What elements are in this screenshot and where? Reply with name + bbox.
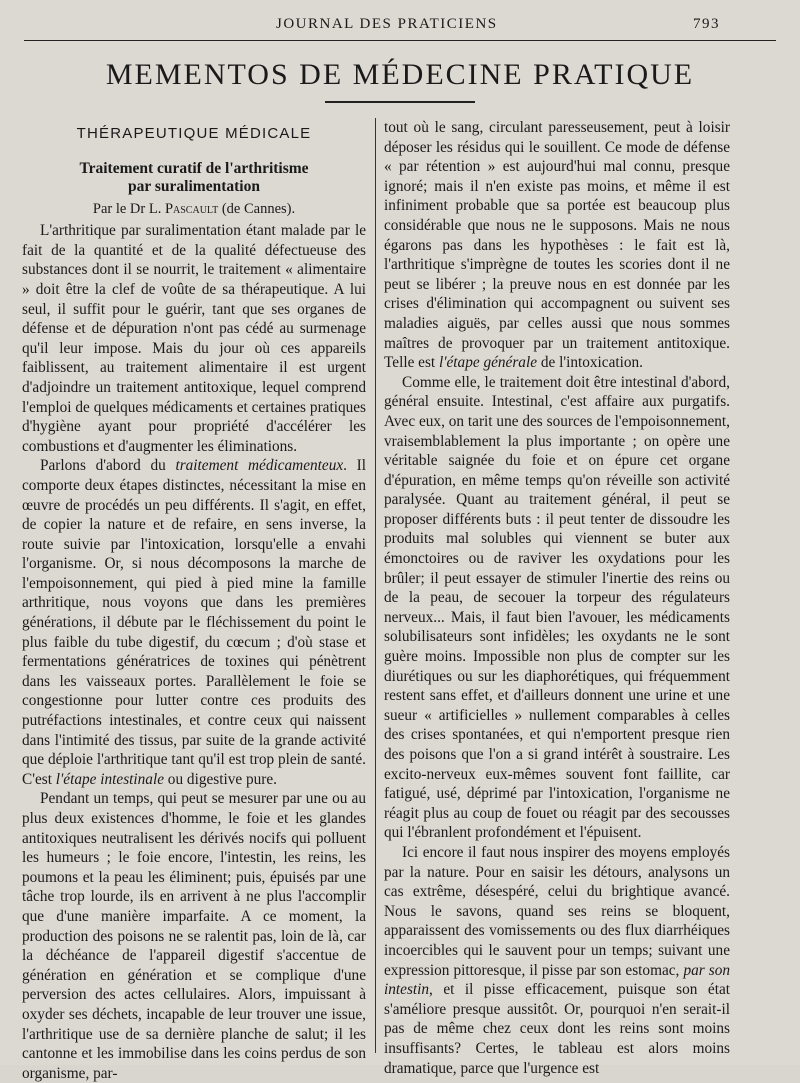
author-name: Pascault [164,200,219,217]
article-title [22,160,366,196]
paragraph-right-1 [384,118,730,373]
paragraph-left-3 [22,789,366,1083]
page-number: 793 [693,16,720,32]
journal-title: JOURNAL DES PRATICIENS [276,16,498,32]
text-run: . Il comporte deux étapes distinctes, nécessitant la mise en œuvre de procédés un peu différents. Il s'agit, en effet, de copier la nature et de refaire, en sens inverse, la route suivie par l'intoxication, lorsqu'elle a envahi l'organisme. Or, si nous décomposons la marche de l'empoisonnement, qui pied à pied mine la famille arthritique, nous voyons que dans les premières générations, il débute par le fléchissement du point le plus faible du tube digestif, du cœcum ; d'où stase et fermentations génératrices de toxines qui pénètrent dans les vaisseaux portes. Parallèlement le foie se congestionne pour lutter contre ces produits des putréfactions intestinales, et contre ceux qui naissent dans l'intimité des tissus, par suite de la grande activité que déploie l'arthritique tant qu'il est trop plein de santé. C'est [22,457,366,788]
italic-run: l'étape intestinale [55,770,164,788]
text-run: Parlons d'abord du [40,457,176,475]
title-rule [325,101,475,103]
right-column [384,118,730,1078]
text-run: tout où le sang, circulant paresseusement, peut à loisir déposer les résidus qui le souillent. Ce mode de défense « par rétention » est aujourd'hui mal connu, presque ignoré; mais il n'en existe pas moins, et même il est infiniment probable que sa portée est beaucoup plus considérable que nous ne le supposons. Mais ne nous égarons pas dans les hypothèses : le fait est là, l'arthritique s'imprègne de toutes les scories dont il ne peut se libérer ; la preuve nous en est donnée par les crises d'élimination qui accompagnent ou suivent ses maladies aiguës, par celles aussi que nous sommes maîtres de provoquer par un traitement antitoxique. Telle est [384,119,730,372]
header-rule [24,40,776,41]
author-line [22,200,366,220]
article-title-line-1: Traitement curatif de l'arthritisme [79,159,309,177]
column-divider [375,118,376,1053]
text-run: Comme elle, le traitement doit être intestinal d'abord, général ensuite. Intestinal, c'est affaire aux purgatifs. Avec eux, on tarit une des sources de l'empoisonnement, vraisemblablement la plus importante ; on opère une véritable saignée du foie et on épure cet organe d'épuration, en même temps qu'on réveille son activité paralysée. Quant au traitement général, il peut se proposer différents buts : il peut tenter de dissoudre les produits mal solubles qui viennent se buter aux émonctoires ou de raviver les oxydations pour les brûler; il peut essayer de stimuler l'inertie des reins ou de la peau, de secouer la torpeur des régulateurs nerveux... Mais, il faut bien l'avouer, les médicaments solubilisateurs sont infidèles; les oxydants ne le sont guère moins. Impossible non plus de compter sur les diurétiques ou sur les diaphorétiques, qui fréquemment restent sans effet, et d'ailleurs donnent une urine et une sueur « artificielles » nullement comparables à celles des crises spontanées, et qui n'emportent presque rien des poisons que l'on a si grand intérêt à soustraire. Les excito-nerveux eux-mêmes souvent font faillite, car fatigué, usé, déprimé par l'intoxication, l'organisme ne réagit plus au coup de fouet ou réagit par des secousses qui l'ébranlent profondément et l'épuisent. [384,373,730,842]
text-run: L'arthritique par suralimentation étant malade par le fait de la quantité et de la qualité défectueuse des substances dont il se nourrit, le traitement « alimentaire » doit être la clef de voûte de sa thérapeutique. A lui seul, il suffit pour le guérir, tant que ses organes de défense et de dépuration n'ont pas cédé au surmenage qu'il leur impose. Mais du jour où ces appareils faiblissent, au traitement alimentaire il est urgent d'adjoindre un traitement antitoxique, lequel comprend l'emploi de quelques médicaments et certaines pratiques d'hygiène ayant pour propriété d'accélérer les combustions et d'augmenter les éliminations. [22,222,366,455]
author-prefix: Par le Dr L. [92,200,162,217]
text-run: de l'intoxication. [537,354,643,372]
left-column [22,118,366,1083]
section-title: MEMENTOS DE MÉDECINE PRATIQUE [105,58,695,91]
paragraph-right-2 [384,373,730,843]
rubric-heading: THÉRAPEUTIQUE MÉDICALE [76,125,312,142]
paragraph-right-3 [384,843,730,1078]
italic-run: traitement médicamenteux [175,457,344,475]
text-run: Ici encore il faut nous inspirer des moyens employés par la nature. Pour en saisir les détours, analysons un cas extrême, désespéré, celui du brightique avancé. Nous le savons, quand ses reins se bloquent, apparaissent des vomissements ou des flux diarrhéiques incoercibles qui le sauvent pour un temps; suivant une expression pittoresque, il pisse par son estomac, [384,843,730,979]
text-run: , et il pisse efficacement, puisque son état s'améliore presque aussitôt. Or, pourquoi n'en serait-il pas de même chez ceux dont les reins sont moins insuffisants? Certes, le tableau est alors moins dramatique, parce que l'urgence est [384,981,730,1077]
text-run: Pendant un temps, qui peut se mesurer par une ou au plus deux existences d'homme, le foie et les glandes antitoxiques neutralisent les dérivés nocifs qui polluent les humeurs ; le foie encore, l'intestin, les reins, les poumons et la peau les éliminent; puis, épuisés par une tâche trop lourde, ils en arrivent à ne plus l'accomplir que d'une manière imparfaite. A ce moment, la production des poisons ne se ralentit pas, loin de là, car la déchéance de l'appareil digestif s'accentue de génération en génération et se complique d'une perversion des actes cellulaires. Alors, impuissant à oxyder ses déchets, incapable de leur trouver une issue, l'arthritique use de sa dernière planche de salut; il les cantonne et les immobilise dans les coins perdus de son organisme, par- [22,790,366,1082]
paragraph-left-1 [22,221,366,456]
text-run: ou digestive pure. [163,770,277,788]
running-head [0,14,800,36]
italic-run: par son intestin [384,961,730,999]
author-suffix: (de Cannes). [221,200,296,217]
italic-run: l'étape générale [439,354,537,372]
paragraph-left-2 [22,456,366,789]
article-title-line-2: par suralimentation [128,177,260,195]
